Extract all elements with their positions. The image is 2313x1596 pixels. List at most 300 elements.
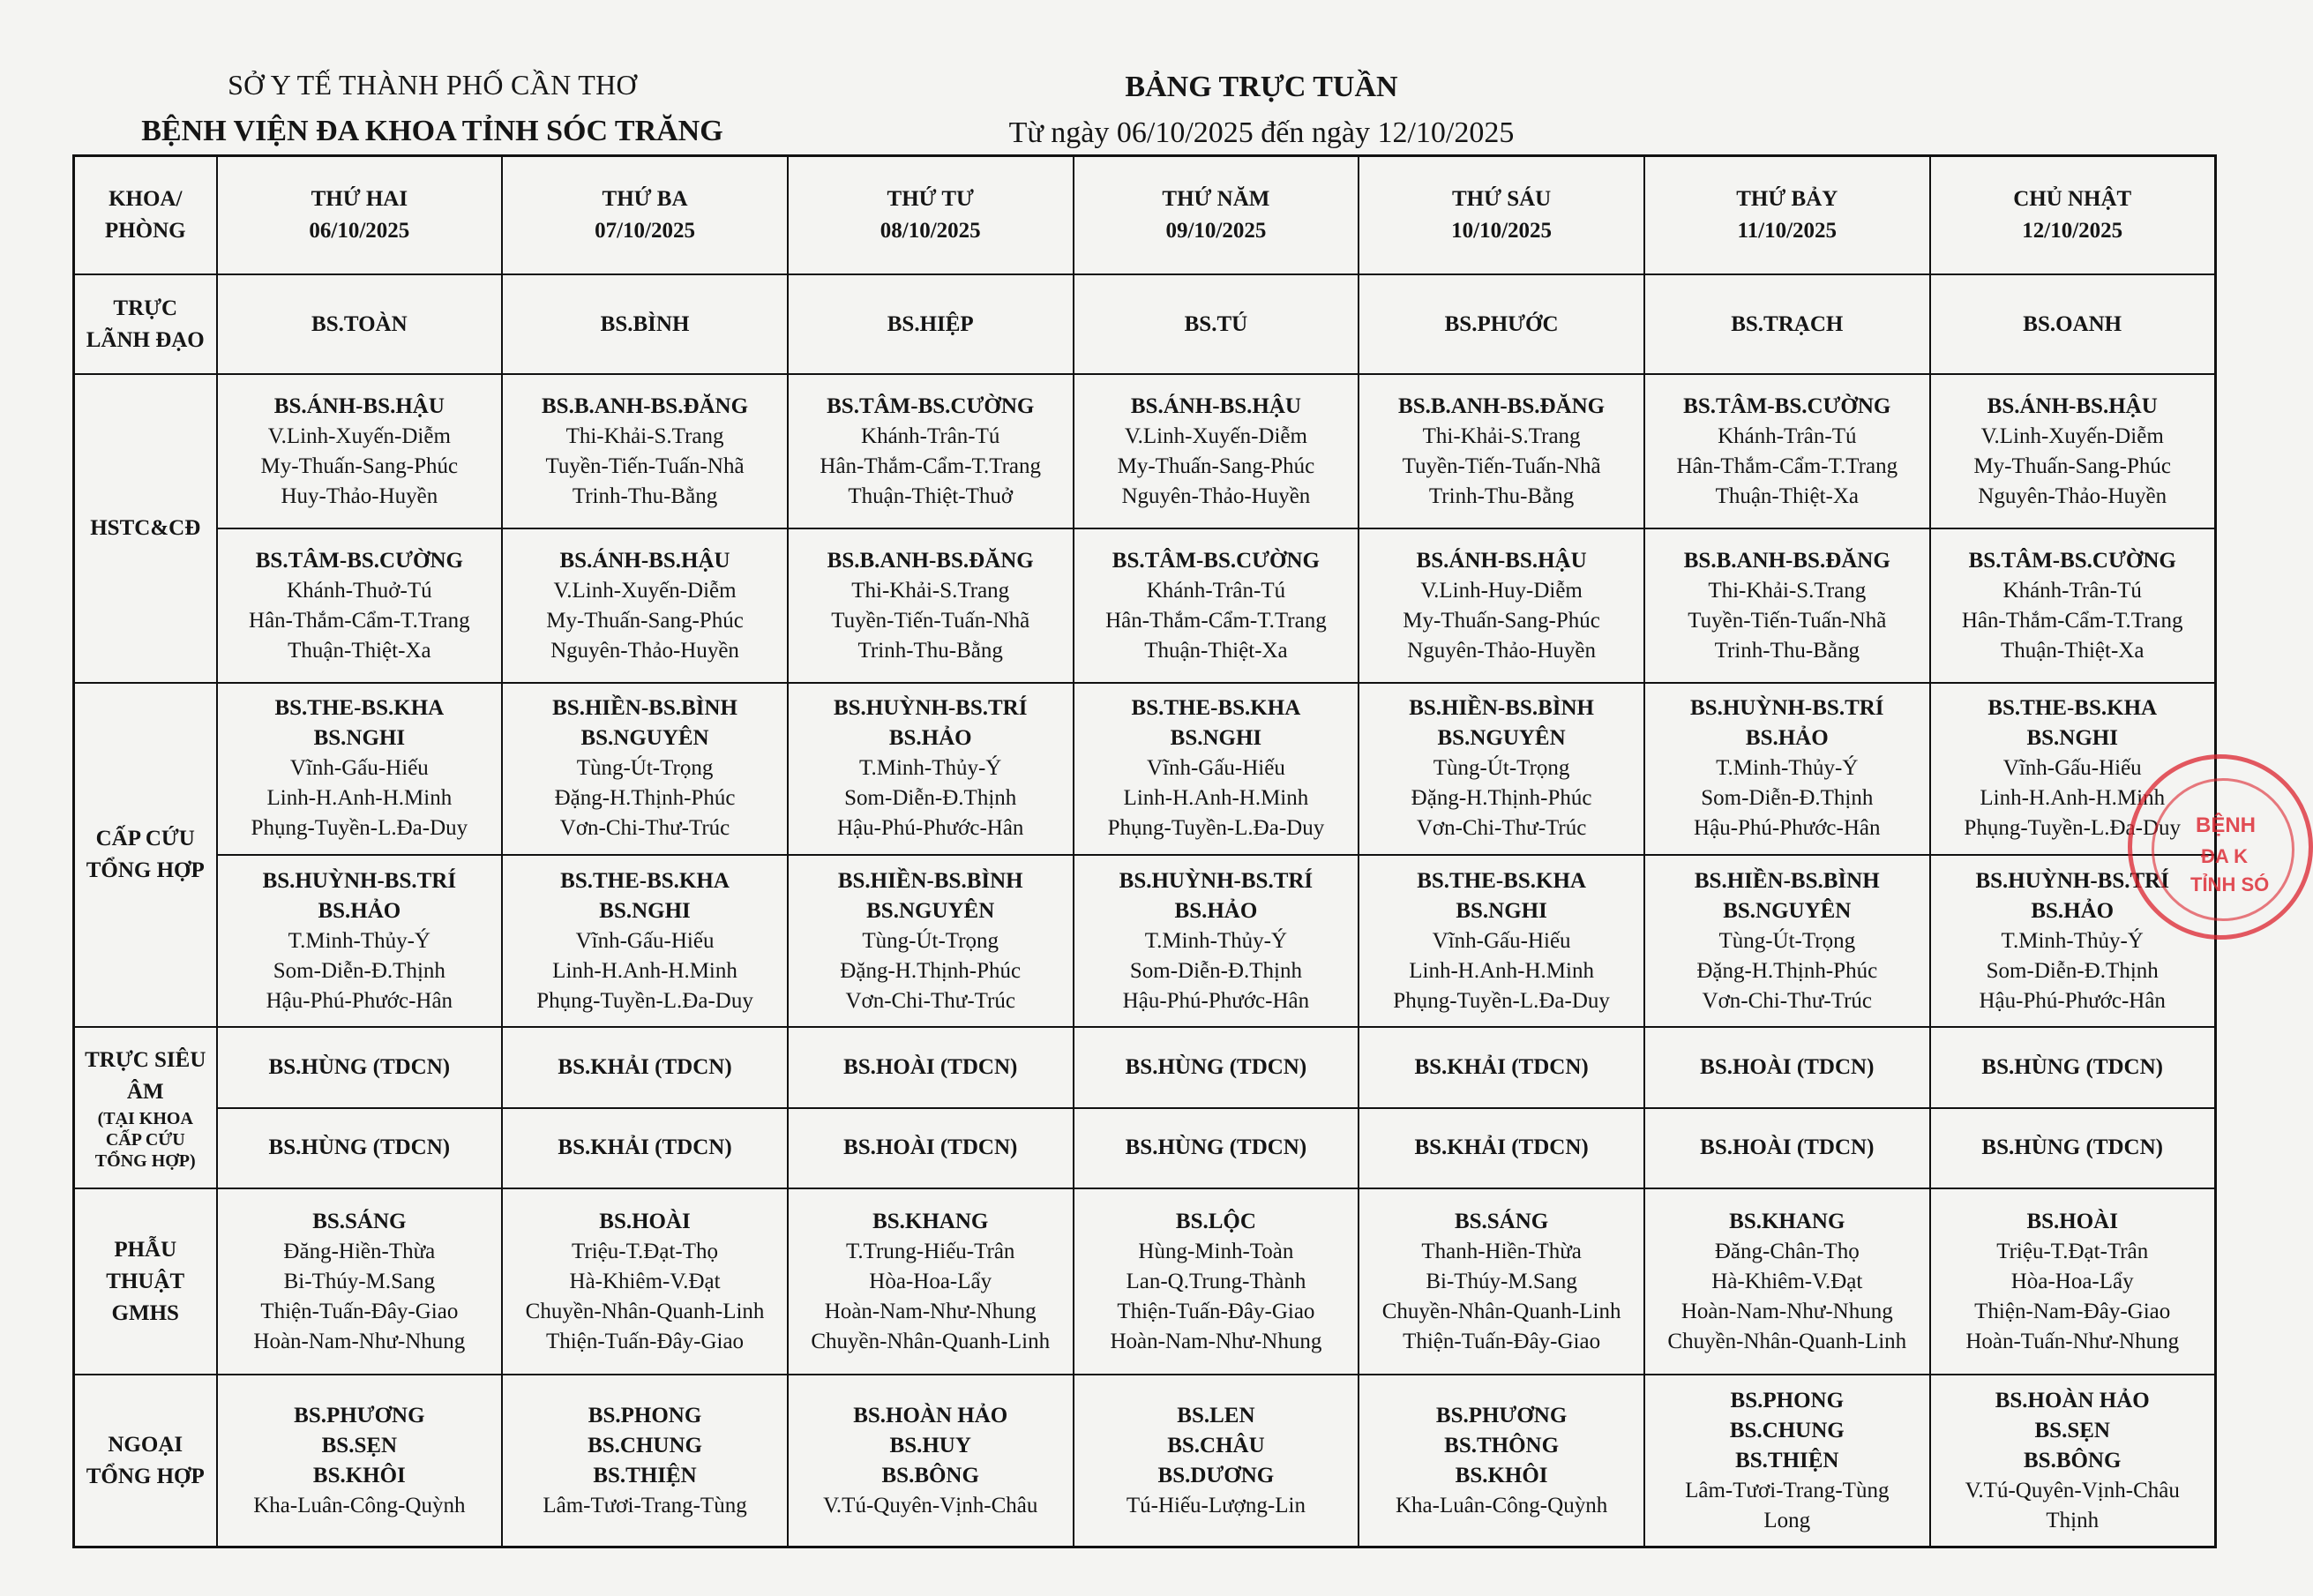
duty-cell xyxy=(1074,274,1359,375)
staff-names: Tùng-Út-Trọng xyxy=(1718,928,1856,953)
day-date: 06/10/2025 xyxy=(309,218,410,243)
corner-header-text: PHÒNG xyxy=(104,218,186,243)
doctor-name: BS.HUỲNH-BS.TRÍ xyxy=(1690,696,1884,721)
doctor-name: BS.TÂM-BS.CƯỜNG xyxy=(1683,393,1891,418)
day-date: 11/10/2025 xyxy=(1737,218,1838,243)
doctor-name: BS.BÌNH xyxy=(600,311,690,336)
staff-names: Nguyên-Thảo-Huyền xyxy=(550,638,739,663)
doctor-name: BS.NGHI xyxy=(599,898,691,923)
doctor-name: BS.KHẢI (TDCN) xyxy=(1414,1135,1589,1160)
duty-cell xyxy=(1644,683,1930,855)
duty-cell xyxy=(788,855,1074,1027)
staff-names: Vơn-Chi-Thư-Trúc xyxy=(1416,816,1587,841)
staff-names: Chuyền-Nhân-Quanh-Linh xyxy=(1381,1299,1621,1323)
doctor-name: BS.HUY xyxy=(889,1433,971,1457)
staff-names: Tùng-Út-Trọng xyxy=(576,756,714,781)
day-name: THỨ BA xyxy=(602,186,688,211)
staff-names: Hân-Thắm-Cẩm-T.Trang xyxy=(1676,453,1898,478)
duty-cell xyxy=(1074,1375,1359,1547)
duty-cell xyxy=(1359,1375,1644,1547)
duty-cell xyxy=(1644,1375,1930,1547)
duty-cell xyxy=(1644,855,1930,1027)
staff-names: Som-Diễn-Đ.Thịnh xyxy=(1701,786,1874,811)
staff-names: Tú-Hiếu-Lượng-Lin xyxy=(1126,1493,1306,1517)
day-name: THỨ TƯ xyxy=(887,186,974,211)
duty-cell xyxy=(788,374,1074,528)
staff-names: Phụng-Tuyền-L.Đa-Duy xyxy=(251,816,468,841)
staff-names: Hân-Thắm-Cẩm-T.Trang xyxy=(820,453,1042,478)
doctor-name: BS.KHẢI (TDCN) xyxy=(558,1135,732,1160)
doctor-name: BS.HIỆP xyxy=(887,311,974,336)
duty-cell xyxy=(502,683,788,855)
staff-names: Som-Diễn-Đ.Thịnh xyxy=(1986,958,2159,983)
staff-names: Nguyên-Thảo-Huyền xyxy=(1978,483,2167,508)
duty-cell xyxy=(1359,274,1644,375)
department-label-cell xyxy=(74,274,217,375)
doctor-name: BS.PHƯỚC xyxy=(1444,311,1559,336)
department-label: NGOẠI xyxy=(108,1432,183,1457)
doctor-name: BS.HÙNG (TDCN) xyxy=(268,1054,451,1079)
doctor-name: BS.THE-BS.KHA xyxy=(1417,868,1586,893)
roster-row xyxy=(74,855,2216,1027)
staff-names: Linh-H.Anh-H.Minh xyxy=(552,958,737,983)
staff-names: Thi-Khải-S.Trang xyxy=(1422,423,1581,448)
department-label: TRỰC SIÊU xyxy=(85,1047,206,1072)
staff-names: Khánh-Trân-Tú xyxy=(1718,423,1857,448)
staff-names: V.Linh-Xuyến-Diễm xyxy=(1124,423,1307,448)
doctor-name: BS.KHÔI xyxy=(1455,1463,1548,1487)
duty-cell xyxy=(1644,528,1930,683)
staff-names: Vơn-Chi-Thư-Trúc xyxy=(845,988,1015,1013)
stamp-text: ĐA K xyxy=(2201,845,2248,867)
staff-names: My-Thuấn-Sang-Phúc xyxy=(1973,453,2171,478)
roster-row xyxy=(74,683,2216,855)
duty-cell xyxy=(1074,528,1359,683)
staff-names: Tuyền-Tiến-Tuấn-Nhã xyxy=(1688,608,1887,633)
staff-names: V.Linh-Xuyến-Diễm xyxy=(1980,423,2164,448)
duty-cell xyxy=(1074,1108,1359,1188)
org-parent-name: SỞ Y TẾ THÀNH PHỐ CẦN THƠ xyxy=(228,69,637,101)
doctor-name: BS.SẸN xyxy=(321,1433,398,1457)
doctor-name: BS.THE-BS.KHA xyxy=(1987,696,2158,721)
doctor-name: BS.HUỲNH-BS.TRÍ xyxy=(1975,868,2169,893)
staff-names: Thiện-Tuấn-Đây-Giao xyxy=(546,1329,745,1353)
doctor-name: BS.NGUYÊN xyxy=(1723,898,1852,923)
duty-cell xyxy=(1930,1027,2216,1107)
staff-names: Vĩnh-Gấu-Hiếu xyxy=(1146,756,1285,781)
staff-names: Phụng-Tuyền-L.Đa-Duy xyxy=(1107,816,1325,841)
doctor-name: BS.HẢO xyxy=(2031,898,2115,923)
staff-names: Som-Diễn-Đ.Thịnh xyxy=(844,786,1017,811)
doctor-name: BS.HÙNG (TDCN) xyxy=(1981,1135,2163,1160)
doctor-name: BS.HÙNG (TDCN) xyxy=(1981,1054,2163,1079)
staff-names: Thuận-Thiệt-Xa xyxy=(1144,638,1288,663)
day-header-cell xyxy=(1359,156,1644,274)
staff-names: Linh-H.Anh-H.Minh xyxy=(1123,786,1309,811)
duty-cell xyxy=(1359,683,1644,855)
staff-names: Phụng-Tuyền-L.Đa-Duy xyxy=(1393,988,1610,1013)
doctor-name: BS.TÚ xyxy=(1184,311,1248,336)
duty-cell xyxy=(1359,374,1644,528)
day-header-cell xyxy=(1930,156,2216,274)
doctor-name: BS.HIỀN-BS.BÌNH xyxy=(1409,696,1594,721)
staff-names: Hòa-Hoa-Lẩy xyxy=(869,1269,992,1293)
department-label: LÃNH ĐẠO xyxy=(86,327,205,352)
staff-names: Phụng-Tuyền-L.Đa-Duy xyxy=(1964,816,2182,841)
staff-names: Hùng-Minh-Toàn xyxy=(1138,1239,1294,1263)
staff-names: My-Thuấn-Sang-Phúc xyxy=(546,608,744,633)
duty-roster-table xyxy=(72,154,2217,1548)
doctor-name: BS.THIỆN xyxy=(1735,1448,1839,1472)
duty-cell xyxy=(1074,855,1359,1027)
doctor-name: BS.TRẠCH xyxy=(1731,311,1844,336)
doctor-name: BS.HUỲNH-BS.TRÍ xyxy=(1119,868,1314,893)
duty-cell xyxy=(788,274,1074,375)
duty-cell xyxy=(217,528,503,683)
staff-names: Vĩnh-Gấu-Hiếu xyxy=(575,928,715,953)
staff-names: Thuận-Thiệt-Xa xyxy=(2001,638,2145,663)
doctor-name: BS.NGUYÊN xyxy=(866,898,995,923)
staff-names: Hoàn-Nam-Như-Nhung xyxy=(824,1299,1037,1323)
department-label-cell xyxy=(74,683,217,1027)
staff-names: Thiện-Tuấn-Đây-Giao xyxy=(1403,1329,1601,1353)
staff-names: Thịnh xyxy=(2046,1508,2100,1532)
roster-row xyxy=(74,1188,2216,1375)
duty-cell xyxy=(1644,1027,1930,1107)
doctor-name: BS.ÁNH-BS.HẬU xyxy=(1987,393,2158,418)
staff-names: Thi-Khải-S.Trang xyxy=(1708,578,1867,603)
staff-names: Thi-Khải-S.Trang xyxy=(851,578,1010,603)
department-label: THUẬT xyxy=(106,1269,185,1293)
doctor-name: BS.HOÀN HẢO xyxy=(853,1403,1008,1427)
doctor-name: BS.SÁNG xyxy=(1454,1209,1549,1233)
duty-cell xyxy=(1074,1027,1359,1107)
staff-names: Thiện-Tuấn-Đây-Giao xyxy=(260,1299,459,1323)
duty-cell xyxy=(502,374,788,528)
duty-cell xyxy=(217,855,503,1027)
doctor-name: BS.B.ANH-BS.ĐĂNG xyxy=(827,548,1034,573)
staff-names: Đăng-Hiền-Thừa xyxy=(283,1239,436,1263)
staff-names: Trinh-Thu-Bằng xyxy=(572,483,718,508)
duty-cell xyxy=(788,1375,1074,1547)
duty-cell xyxy=(1930,528,2216,683)
roster-row xyxy=(74,374,2216,528)
doctor-name: BS.THÔNG xyxy=(1444,1433,1560,1457)
doctor-name: BS.KHANG xyxy=(872,1209,989,1233)
department-label: CẤP CỨU xyxy=(95,827,195,851)
doctor-name: BS.PHONG xyxy=(588,1403,702,1427)
staff-names: Bi-Thúy-M.Sang xyxy=(283,1269,436,1293)
staff-names: Khánh-Thuở-Tú xyxy=(287,578,432,603)
staff-names: Linh-H.Anh-H.Minh xyxy=(1980,786,2166,811)
staff-names: Chuyền-Nhân-Quanh-Linh xyxy=(525,1299,765,1323)
department-label-cell xyxy=(74,1027,217,1188)
department-label-note: TỔNG HỢP) xyxy=(94,1150,196,1171)
duty-cell xyxy=(502,1188,788,1375)
department-label: TRỰC xyxy=(113,296,178,320)
staff-names: Phụng-Tuyền-L.Đa-Duy xyxy=(536,988,753,1013)
roster-row xyxy=(74,1375,2216,1547)
page-title: BẢNG TRỰC TUẦN xyxy=(1125,71,1398,103)
staff-names: My-Thuấn-Sang-Phúc xyxy=(1403,608,1600,633)
doctor-name: BS.CHÂU xyxy=(1167,1433,1265,1457)
staff-names: Nguyên-Thảo-Huyền xyxy=(1121,483,1311,508)
stamp-text: BỆNH xyxy=(2196,813,2257,837)
staff-names: T.Minh-Thủy-Ý xyxy=(288,928,430,953)
duty-cell xyxy=(217,274,503,375)
staff-names: T.Minh-Thủy-Ý xyxy=(1716,756,1859,781)
staff-names: Vĩnh-Gấu-Hiếu xyxy=(1432,928,1571,953)
staff-names: Đặng-H.Thịnh-Phúc xyxy=(840,958,1022,983)
day-date: 09/10/2025 xyxy=(1165,218,1267,243)
duty-cell xyxy=(1644,1188,1930,1375)
staff-names: V.Linh-Xuyến-Diễm xyxy=(553,578,737,603)
staff-names: Trinh-Thu-Bằng xyxy=(1714,638,1860,663)
doctor-name: BS.THE-BS.KHA xyxy=(1131,696,1301,721)
staff-names: Hậu-Phú-Phước-Hân xyxy=(836,816,1024,841)
duty-cell xyxy=(788,528,1074,683)
staff-names: Hoàn-Nam-Như-Nhung xyxy=(253,1329,466,1353)
staff-names: Kha-Luân-Công-Quỳnh xyxy=(253,1493,466,1517)
corner-header-text: KHOA/ xyxy=(109,186,183,211)
doctor-name: BS.HIỀN-BS.BÌNH xyxy=(1694,868,1880,893)
day-date: 10/10/2025 xyxy=(1451,218,1553,243)
day-name: THỨ HAI xyxy=(311,186,408,211)
duty-cell xyxy=(1644,1108,1930,1188)
staff-names: Nguyên-Thảo-Huyền xyxy=(1407,638,1596,663)
department-label: ÂM xyxy=(126,1079,164,1104)
staff-names: Đặng-H.Thịnh-Phúc xyxy=(1696,958,1878,983)
staff-names: Hoàn-Nam-Như-Nhung xyxy=(1110,1329,1322,1353)
staff-names: Hậu-Phú-Phước-Hân xyxy=(1694,816,1881,841)
doctor-name: BS.TÂM-BS.CƯỜNG xyxy=(1112,548,1321,573)
doctor-name: BS.THIỆN xyxy=(593,1463,697,1487)
duty-cell xyxy=(1930,374,2216,528)
department-label-note: CẤP CỨU xyxy=(105,1129,185,1150)
staff-names: Tuyền-Tiến-Tuấn-Nhã xyxy=(545,453,745,478)
day-name: CHỦ NHẬT xyxy=(2013,186,2132,211)
doctor-name: BS.HẢO xyxy=(1174,898,1258,923)
staff-names: Hân-Thắm-Cẩm-T.Trang xyxy=(1961,608,2183,633)
doctor-name: BS.ÁNH-BS.HẬU xyxy=(559,548,730,573)
duty-cell xyxy=(217,374,503,528)
day-header-cell xyxy=(502,156,788,274)
date-range: Từ ngày 06/10/2025 đến ngày 12/10/2025 xyxy=(1008,116,1515,149)
doctor-name: BS.NGUYÊN xyxy=(1437,726,1566,751)
staff-names: Đặng-H.Thịnh-Phúc xyxy=(554,786,736,811)
staff-names: V.Linh-Xuyến-Diễm xyxy=(267,423,451,448)
duty-cell xyxy=(502,1375,788,1547)
staff-names: My-Thuấn-Sang-Phúc xyxy=(260,453,459,478)
staff-names: T.Trung-Hiếu-Trân xyxy=(845,1239,1015,1263)
day-name: THỨ SÁU xyxy=(1451,186,1552,211)
staff-names: Tuyền-Tiến-Tuấn-Nhã xyxy=(1402,453,1601,478)
staff-names: V.Linh-Huy-Diễm xyxy=(1420,578,1583,603)
staff-names: Thi-Khải-S.Trang xyxy=(565,423,724,448)
staff-names: Lan-Q.Trung-Thành xyxy=(1126,1269,1306,1293)
doctor-name: BS.ÁNH-BS.HẬU xyxy=(1130,393,1301,418)
duty-cell xyxy=(502,855,788,1027)
staff-names: Thiện-Tuấn-Đây-Giao xyxy=(1117,1299,1315,1323)
doctor-name: BS.BÔNG xyxy=(2023,1448,2122,1472)
staff-names: T.Minh-Thủy-Ý xyxy=(2001,928,2144,953)
doctor-name: BS.B.ANH-BS.ĐĂNG xyxy=(1683,548,1890,573)
doctor-name: BS.HÙNG (TDCN) xyxy=(1125,1135,1307,1160)
hospital-name: BỆNH VIỆN ĐA KHOA TỈNH SÓC TRĂNG xyxy=(141,115,723,147)
doctor-name: BS.HOÀI xyxy=(599,1209,691,1233)
duty-cell xyxy=(1074,1188,1359,1375)
doctor-name: BS.ÁNH-BS.HẬU xyxy=(273,393,445,418)
staff-names: Tùng-Út-Trọng xyxy=(1433,756,1570,781)
staff-names: Thuận-Thiệt-Xa xyxy=(288,638,431,663)
doctor-name: BS.HOÀI (TDCN) xyxy=(1700,1054,1875,1079)
staff-names: Khánh-Trân-Tú xyxy=(1146,578,1286,603)
doctor-name: BS.ÁNH-BS.HẬU xyxy=(1416,548,1587,573)
staff-names: Hoàn-Nam-Như-Nhung xyxy=(1680,1299,1893,1323)
doctor-name: BS.NGHI xyxy=(1456,898,1547,923)
doctor-name: BS.NGHI xyxy=(1170,726,1262,751)
doctor-name: BS.HOÀI (TDCN) xyxy=(843,1054,1018,1079)
doctor-name: BS.KHÔI xyxy=(312,1463,406,1487)
staff-names: T.Minh-Thủy-Ý xyxy=(859,756,1002,781)
duty-cell xyxy=(217,683,503,855)
day-header-cell xyxy=(1074,156,1359,274)
staff-names: Vơn-Chi-Thư-Trúc xyxy=(559,816,730,841)
doctor-name: BS.TÂM-BS.CƯỜNG xyxy=(827,393,1035,418)
duty-cell xyxy=(1930,1375,2216,1547)
roster-row xyxy=(74,528,2216,683)
doctor-name: BS.SẸN xyxy=(2034,1418,2110,1442)
staff-names: Vơn-Chi-Thư-Trúc xyxy=(1702,988,1873,1013)
staff-names: Vĩnh-Gấu-Hiếu xyxy=(289,756,429,781)
doctor-name: BS.DƯƠNG xyxy=(1157,1463,1275,1487)
doctor-name: BS.HOÀN HẢO xyxy=(1995,1388,2150,1412)
staff-names: Hậu-Phú-Phước-Hân xyxy=(1122,988,1310,1013)
duty-cell xyxy=(217,1375,503,1547)
duty-cell xyxy=(1359,1188,1644,1375)
day-header-cell xyxy=(788,156,1074,274)
staff-names: Hòa-Hoa-Lẩy xyxy=(2010,1269,2134,1293)
duty-cell xyxy=(1074,683,1359,855)
stamp-text: TỈNH SÓ xyxy=(2190,873,2270,895)
doctor-name: BS.HUỲNH-BS.TRÍ xyxy=(833,696,1028,721)
duty-cell xyxy=(788,1188,1074,1375)
duty-cell xyxy=(217,1108,503,1188)
doctor-name: BS.NGHI xyxy=(313,726,406,751)
department-label-note: (TẠI KHOA xyxy=(97,1108,193,1128)
doctor-name: BS.HOÀI xyxy=(2026,1209,2118,1233)
staff-names: Linh-H.Anh-H.Minh xyxy=(1409,958,1594,983)
duty-cell xyxy=(502,1027,788,1107)
duty-cell xyxy=(1359,1108,1644,1188)
doctor-name: BS.TÂM-BS.CƯỜNG xyxy=(255,548,463,573)
day-header-cell xyxy=(1644,156,1930,274)
staff-names: Long xyxy=(1763,1508,1811,1532)
doctor-name: BS.HIỀN-BS.BÌNH xyxy=(552,696,737,721)
roster-row xyxy=(74,1027,2216,1107)
day-date: 08/10/2025 xyxy=(880,218,981,243)
staff-names: Trinh-Thu-Bằng xyxy=(857,638,1003,663)
doctor-name: BS.OANH xyxy=(2023,311,2122,336)
staff-names: Hân-Thắm-Cẩm-T.Trang xyxy=(1105,608,1327,633)
staff-names: Tuyền-Tiến-Tuấn-Nhã xyxy=(831,608,1030,633)
doctor-name: BS.HUỲNH-BS.TRÍ xyxy=(262,868,457,893)
doctor-name: BS.HOÀI (TDCN) xyxy=(843,1135,1018,1160)
doctor-name: BS.NGHI xyxy=(2026,726,2118,751)
duty-cell xyxy=(502,1108,788,1188)
duty-cell xyxy=(788,1108,1074,1188)
doctor-name: BS.THE-BS.KHA xyxy=(560,868,730,893)
department-label: TỔNG HỢP xyxy=(86,1464,205,1488)
staff-names: Thiện-Nam-Đây-Giao xyxy=(1974,1299,2171,1323)
staff-names: Huy-Thảo-Huyền xyxy=(281,483,438,508)
staff-names: Linh-H.Anh-H.Minh xyxy=(266,786,453,811)
staff-names: My-Thuấn-Sang-Phúc xyxy=(1117,453,1315,478)
doctor-name: BS.HOÀI (TDCN) xyxy=(1700,1135,1875,1160)
duty-cell xyxy=(788,1027,1074,1107)
staff-names: Chuyền-Nhân-Quanh-Linh xyxy=(811,1329,1051,1353)
doctor-name: BS.NGUYÊN xyxy=(580,726,709,751)
doctor-name: BS.KHẢI (TDCN) xyxy=(558,1054,732,1079)
staff-names: Khánh-Trân-Tú xyxy=(2002,578,2142,603)
staff-names: Trinh-Thu-Bằng xyxy=(1428,483,1575,508)
doctor-name: BS.BÔNG xyxy=(881,1463,979,1487)
day-date: 07/10/2025 xyxy=(595,218,695,243)
department-label-cell xyxy=(74,374,217,683)
staff-names: Triệu-T.Đạt-Trân xyxy=(1996,1239,2149,1263)
staff-names: V.Tú-Quyên-Vịnh-Châu xyxy=(1965,1478,2180,1502)
staff-names: Hà-Khiêm-V.Đạt xyxy=(569,1269,721,1293)
duty-cell xyxy=(1930,683,2216,855)
duty-cell xyxy=(1930,1188,2216,1375)
staff-names: Khánh-Trân-Tú xyxy=(861,423,1000,448)
department-label: HSTC&CĐ xyxy=(90,516,201,541)
staff-names: Hậu-Phú-Phước-Hân xyxy=(1979,988,2166,1013)
staff-names: Đăng-Chân-Thọ xyxy=(1714,1239,1860,1263)
staff-names: Hà-Khiêm-V.Đạt xyxy=(1711,1269,1863,1293)
doctor-name: BS.LEN xyxy=(1177,1403,1255,1427)
doctor-name: BS.LỘC xyxy=(1175,1209,1256,1233)
duty-cell xyxy=(1074,374,1359,528)
staff-names: Kha-Luân-Công-Quỳnh xyxy=(1395,1493,1608,1517)
department-label: GMHS xyxy=(111,1300,179,1325)
staff-names: Hân-Thắm-Cẩm-T.Trang xyxy=(249,608,470,633)
doctor-name: BS.HÙNG (TDCN) xyxy=(268,1135,451,1160)
staff-names: Lâm-Tươi-Trang-Tùng xyxy=(1685,1478,1890,1502)
staff-names: V.Tú-Quyên-Vịnh-Châu xyxy=(823,1493,1038,1517)
duty-cell xyxy=(1644,374,1930,528)
staff-names: Triệu-T.Đạt-Thọ xyxy=(572,1239,718,1263)
doctor-name: BS.HẢO xyxy=(318,898,401,923)
staff-names: Thuận-Thiệt-Thuở xyxy=(848,483,1014,508)
doctor-name: BS.THE-BS.KHA xyxy=(274,696,445,721)
department-label-cell xyxy=(74,1375,217,1547)
day-name: THỨ NĂM xyxy=(1162,186,1270,211)
header-row xyxy=(74,156,2216,274)
roster-row xyxy=(74,1108,2216,1188)
day-date: 12/10/2025 xyxy=(2022,218,2123,243)
doctor-name: BS.PHONG xyxy=(1730,1388,1845,1412)
duty-cell xyxy=(1930,274,2216,375)
doctor-name: BS.KHẢI (TDCN) xyxy=(1414,1054,1589,1079)
department-label: PHẪU xyxy=(114,1237,177,1262)
doctor-name: BS.PHƯƠNG xyxy=(1435,1403,1568,1427)
doctor-name: BS.HẢO xyxy=(1745,726,1829,751)
doctor-name: BS.TÂM-BS.CƯỜNG xyxy=(1968,548,2176,573)
duty-cell xyxy=(217,1027,503,1107)
staff-names: Hoàn-Tuấn-Như-Nhung xyxy=(1965,1329,2180,1353)
corner-header-cell xyxy=(74,156,217,274)
